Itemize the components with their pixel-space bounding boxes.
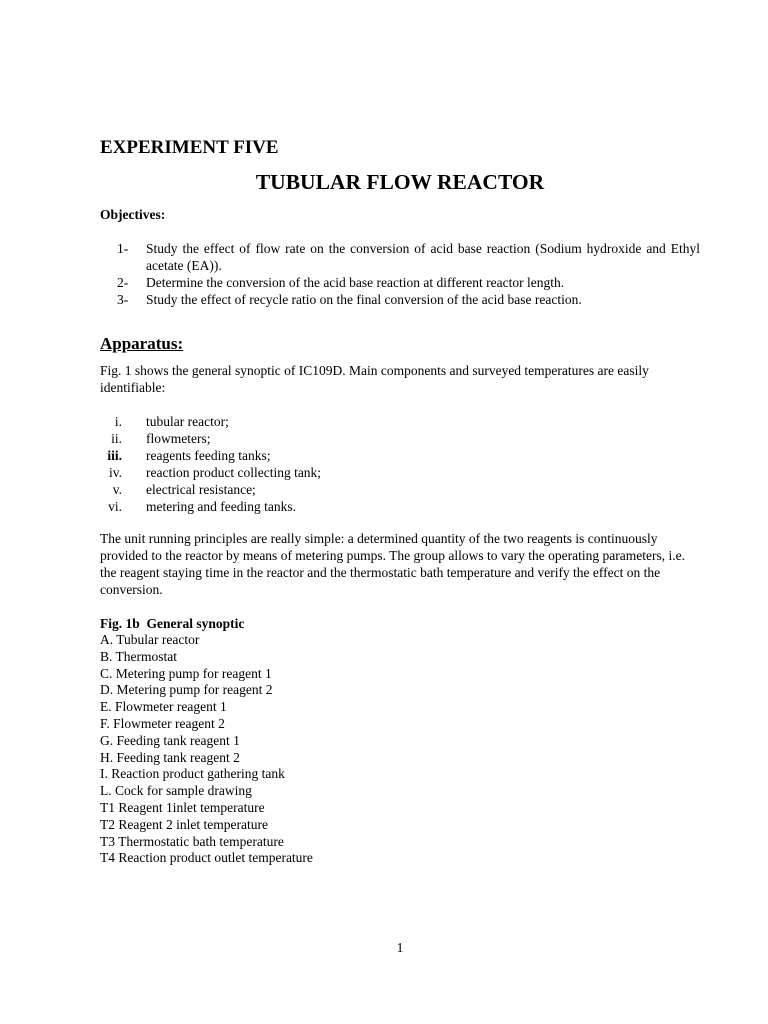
objective-item — [100, 240, 700, 274]
components-list — [100, 413, 321, 515]
objective-number: 3- — [117, 292, 129, 307]
legend-item: T3 Thermostatic bath temperature — [100, 833, 284, 849]
component-text: electrical resistance; — [146, 482, 256, 497]
component-number: iii. — [107, 448, 122, 463]
objective-item — [100, 274, 700, 291]
apparatus-heading: Apparatus: — [100, 334, 184, 353]
component-number: v. — [112, 482, 122, 497]
legend-item: T1 Reagent 1inlet temperature — [100, 799, 265, 815]
legend-item: T2 Reagent 2 inlet temperature — [100, 816, 268, 832]
legend-item: E. Flowmeter reagent 1 — [100, 699, 227, 715]
component-item — [100, 430, 321, 447]
component-text: metering and feeding tanks. — [146, 499, 296, 514]
objectives-heading: Objectives: — [100, 207, 166, 222]
component-item — [100, 498, 321, 515]
legend-item: I. Reaction product gathering tank — [100, 766, 285, 782]
legend-item: D. Metering pump for reagent 2 — [100, 682, 273, 698]
legend-item: A. Tubular reactor — [100, 632, 200, 647]
component-text: reagents feeding tanks; — [146, 448, 271, 463]
legend-item: F. Flowmeter reagent 2 — [100, 715, 225, 731]
objective-number: 2- — [117, 275, 129, 290]
component-number: i. — [114, 414, 122, 429]
objective-item — [100, 291, 700, 308]
objective-text: Study the effect of flow rate on the conversion of acid base reaction (Sodium hydroxide and Ethyl acetate (EA)). — [146, 241, 700, 273]
objective-text: Study the effect of recycle ratio on the final conversion of the acid base reaction. — [146, 292, 582, 307]
component-text: tubular reactor; — [146, 414, 229, 429]
legend-item: C. Metering pump for reagent 1 — [100, 665, 272, 681]
component-number: vi. — [108, 499, 122, 514]
component-text: reaction product collecting tank; — [146, 465, 322, 480]
component-number: iv. — [109, 465, 122, 480]
page-number: 1 — [396, 940, 404, 955]
objective-text: Determine the conversion of the acid base reaction at different reactor length. — [146, 275, 565, 290]
figure-legend-heading: Fig. 1b General synoptic — [100, 616, 245, 631]
objectives-list — [100, 240, 700, 308]
apparatus-intro-paragraph: Fig. 1 shows the general synoptic of IC109D. Main components and surveyed temperatures are easily identifiable: — [100, 363, 649, 395]
objective-number: 1- — [117, 241, 129, 256]
legend-item: G. Feeding tank reagent 1 — [100, 732, 240, 748]
legend-item: L. Cock for sample drawing — [100, 783, 252, 799]
experiment-subtitle: TUBULAR FLOW REACTOR — [255, 170, 545, 194]
legend-item: H. Feeding tank reagent 2 — [100, 749, 240, 765]
running-principles-paragraph: The unit running principles are really simple: a determined quantity of the two reagents is continuously provided to the reactor by means of metering pumps. The group allows to vary the operating parameters, i.e. the reagent staying time in the reactor and the thermostatic bath temperature and verify the effect on the conversion. — [100, 531, 685, 597]
component-item — [100, 464, 321, 481]
legend-item: T4 Reaction product outlet temperature — [100, 850, 313, 866]
component-item — [100, 447, 321, 464]
legend-item: B. Thermostat — [100, 648, 177, 664]
component-text: flowmeters; — [146, 431, 211, 446]
component-item — [100, 413, 321, 430]
component-number: ii. — [111, 431, 122, 446]
experiment-title: EXPERIMENT FIVE — [100, 137, 279, 158]
figure-legend-list — [100, 632, 313, 867]
component-item — [100, 481, 321, 498]
